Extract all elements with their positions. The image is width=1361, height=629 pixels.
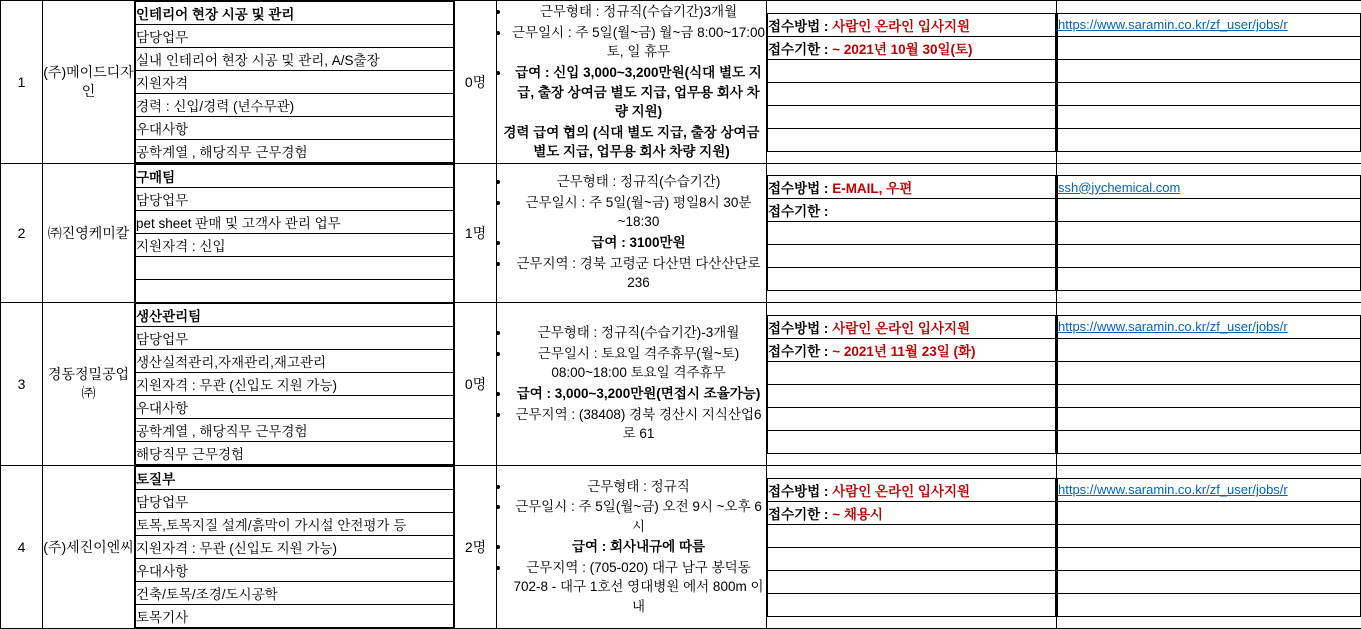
desc-line: 담당업무 <box>136 188 454 211</box>
condition-item: • 근무형태 : 정규직 <box>511 477 766 497</box>
apply-method-value: 사람인 온라인 입사지원 <box>832 484 970 499</box>
condition-note: 경력 급여 협의 (식대 별도 지급, 출장 상여금 별도 지급, 업무용 회사 차량 지원) <box>497 123 766 162</box>
condition-item: • 근무일시 : 토요일 격주휴무(월~토) 08:00~18:00 토요일 격주휴무 <box>511 344 766 383</box>
desc-line: 지원자격 : 신입 <box>136 234 454 257</box>
work-conditions-cell <box>497 466 767 629</box>
apply-empty-row <box>768 407 1056 430</box>
job-description-cell <box>135 1 455 164</box>
link-empty-row <box>1058 430 1361 453</box>
desc-line: 담당업무 <box>136 490 454 513</box>
apply-deadline-value: ~ 2021년 11월 23일 (화) <box>832 344 975 359</box>
apply-empty-row <box>768 222 1056 245</box>
apply-method-row <box>768 478 1056 501</box>
apply-deadline-label: 접수기한 : <box>768 42 828 57</box>
apply-deadline-row <box>768 36 1056 59</box>
apply-link[interactable]: https://www.saramin.co.kr/zf_user/jobs/r <box>1058 482 1288 497</box>
job-description-cell <box>135 164 455 303</box>
desc-line: 건축/토목/조경/도시공학 <box>136 582 454 605</box>
job-description-cell <box>135 303 455 466</box>
apply-empty-row <box>768 128 1056 151</box>
apply-method-label: 접수방법 : <box>768 484 828 499</box>
apply-link[interactable]: https://www.saramin.co.kr/zf_user/jobs/r <box>1058 319 1288 334</box>
row-number: 1 <box>1 1 43 164</box>
link-row[interactable] <box>1058 176 1361 199</box>
apply-method-row <box>768 315 1056 338</box>
apply-empty-row <box>768 430 1056 453</box>
desc-line <box>136 280 454 303</box>
apply-method-label: 접수방법 : <box>768 19 828 34</box>
apply-info-cell <box>767 164 1057 303</box>
hire-count: 2명 <box>455 466 497 629</box>
desc-line: 실내 인테리어 현장 시공 및 관리, A/S출장 <box>136 48 454 71</box>
apply-empty-row <box>768 384 1056 407</box>
desc-line: 토목,토목지질 설계/흙막이 가시설 안전평가 등 <box>136 513 454 536</box>
company-name: (주)세진이엔씨 <box>43 466 135 629</box>
apply-deadline-row <box>768 501 1056 524</box>
desc-line <box>136 257 454 280</box>
desc-line: pet sheet 판매 및 고객사 관리 업무 <box>136 211 454 234</box>
condition-item: • 근무형태 : 정규직(수습기간) <box>511 172 766 192</box>
apply-empty-row <box>768 105 1056 128</box>
condition-item: • 근무형태 : 정규직(수습기간)3개월 <box>511 2 766 22</box>
link-cell <box>1057 466 1361 629</box>
hire-count: 0명 <box>455 1 497 164</box>
row-number: 2 <box>1 164 43 303</box>
apply-method-value: 사람인 온라인 입사지원 <box>832 321 970 336</box>
apply-method-label: 접수방법 : <box>768 181 828 196</box>
link-empty-row <box>1058 222 1361 245</box>
apply-empty-row <box>768 82 1056 105</box>
company-name: (주)메이드디자인 <box>43 1 135 164</box>
apply-method-row <box>768 176 1056 199</box>
link-row[interactable] <box>1058 478 1361 501</box>
apply-method-value: 사람인 온라인 입사지원 <box>832 19 970 34</box>
apply-empty-row <box>768 268 1056 291</box>
table-row <box>1 164 1361 303</box>
work-conditions-cell <box>497 1 767 164</box>
apply-deadline-label: 접수기한 : <box>768 344 828 359</box>
apply-empty-row <box>768 547 1056 570</box>
desc-line: 지원자격 : 무관 (신입도 지원 가능) <box>136 373 454 396</box>
apply-deadline-value: ~ 2021년 10월 30일(토) <box>832 42 972 57</box>
apply-empty-row <box>768 593 1056 616</box>
condition-item: • 근무지역 : 경북 고령군 다산면 다산산단로 236 <box>511 254 766 293</box>
condition-item: • 근무일시 : 주 5일(월~금) 월~금 8:00~17:00 토, 일 휴무 <box>511 23 766 62</box>
link-empty-row <box>1058 268 1361 291</box>
work-conditions-cell <box>497 303 767 466</box>
apply-link[interactable]: ssh@jychemical.com <box>1058 180 1180 195</box>
apply-empty-row <box>768 245 1056 268</box>
apply-empty-row <box>768 524 1056 547</box>
link-empty-row <box>1058 524 1361 547</box>
link-empty-row <box>1058 384 1361 407</box>
apply-info-cell <box>767 1 1057 164</box>
apply-empty-row <box>768 361 1056 384</box>
apply-deadline-value: ~ 채용시 <box>832 507 883 522</box>
desc-line: 담당업무 <box>136 25 454 48</box>
condition-item-salary: • 급여 : 회사내규에 따름 <box>511 537 766 557</box>
link-empty-row <box>1058 570 1361 593</box>
desc-line: 공학계열 , 해당직무 근무경험 <box>136 140 454 163</box>
link-empty-row <box>1058 245 1361 268</box>
link-cell <box>1057 303 1361 466</box>
link-empty-row <box>1058 59 1361 82</box>
job-title: 구매팀 <box>136 165 454 188</box>
job-title: 생산관리팀 <box>136 304 454 327</box>
job-description-cell <box>135 466 455 629</box>
condition-item-salary: • 급여 : 신입 3,000~3,200만원(식대 별도 지급, 출장 상여금 별도 지급, 업무용 회사 차량 지원) <box>511 63 766 122</box>
link-row[interactable] <box>1058 315 1361 338</box>
link-row[interactable] <box>1058 13 1361 36</box>
desc-line: 토목기사 <box>136 605 454 628</box>
desc-line: 우대사항 <box>136 559 454 582</box>
apply-empty-row <box>768 570 1056 593</box>
condition-item-salary: • 급여 : 3100만원 <box>511 233 766 253</box>
link-empty-row <box>1058 407 1361 430</box>
apply-empty-row <box>768 59 1056 82</box>
hire-count: 0명 <box>455 303 497 466</box>
apply-method-row <box>768 13 1056 36</box>
link-empty-row <box>1058 36 1361 59</box>
link-empty-row <box>1058 105 1361 128</box>
link-empty-row <box>1058 199 1361 222</box>
link-empty-row <box>1058 128 1361 151</box>
condition-item: • 근무형태 : 정규직(수습기간)-3개월 <box>511 323 766 343</box>
link-cell <box>1057 164 1361 303</box>
work-conditions-cell <box>497 164 767 303</box>
condition-item: • 근무지역 : (38408) 경북 경산시 지식산업6로 61 <box>511 405 766 444</box>
apply-link[interactable]: https://www.saramin.co.kr/zf_user/jobs/r <box>1058 17 1288 32</box>
apply-info-cell <box>767 466 1057 629</box>
desc-line: 지원자격 <box>136 71 454 94</box>
desc-line: 해당직무 근무경험 <box>136 442 454 465</box>
link-empty-row <box>1058 82 1361 105</box>
table-row <box>1 1 1361 164</box>
condition-item-salary: • 급여 : 3,000~3,200만원(면접시 조율가능) <box>511 384 766 404</box>
row-number: 4 <box>1 466 43 629</box>
hire-count: 1명 <box>455 164 497 303</box>
table-row <box>1 466 1361 629</box>
link-empty-row <box>1058 547 1361 570</box>
condition-item: • 근무지역 : (705-020) 대구 남구 봉덕동 702-8 - 대구 1호선 영대병원 에서 800m 이내 <box>511 558 766 617</box>
apply-method-label: 접수방법 : <box>768 321 828 336</box>
desc-line: 담당업무 <box>136 327 454 350</box>
condition-item: • 근무일시 : 주 5일(월~금) 오전 9시 ~오후 6시 <box>511 497 766 536</box>
company-name: 경동정밀공업㈜ <box>43 303 135 466</box>
job-title: 인테리어 현장 시공 및 관리 <box>136 2 454 25</box>
link-empty-row <box>1058 338 1361 361</box>
link-cell <box>1057 1 1361 164</box>
condition-item: • 근무일시 : 주 5일(월~금) 평일8시 30분~18:30 <box>511 193 766 232</box>
apply-deadline-label: 접수기한 : <box>768 204 828 219</box>
apply-method-value: E-MAIL, 우편 <box>832 181 912 196</box>
company-name: ㈜진영케미칼 <box>43 164 135 303</box>
link-empty-row <box>1058 361 1361 384</box>
row-number: 3 <box>1 303 43 466</box>
link-empty-row <box>1058 501 1361 524</box>
desc-line: 공학계열 , 해당직무 근무경험 <box>136 419 454 442</box>
desc-line: 우대사항 <box>136 117 454 140</box>
table-row <box>1 303 1361 466</box>
desc-line: 지원자격 : 무관 (신입도 지원 가능) <box>136 536 454 559</box>
desc-line: 생산실적관리,자재관리,재고관리 <box>136 350 454 373</box>
desc-line: 경력 : 신입/경력 (년수무관) <box>136 94 454 117</box>
apply-deadline-row <box>768 199 1056 222</box>
apply-info-cell <box>767 303 1057 466</box>
job-title: 토질부 <box>136 467 454 490</box>
desc-line: 우대사항 <box>136 396 454 419</box>
link-empty-row <box>1058 593 1361 616</box>
apply-deadline-label: 접수기한 : <box>768 507 828 522</box>
apply-deadline-row <box>768 338 1056 361</box>
